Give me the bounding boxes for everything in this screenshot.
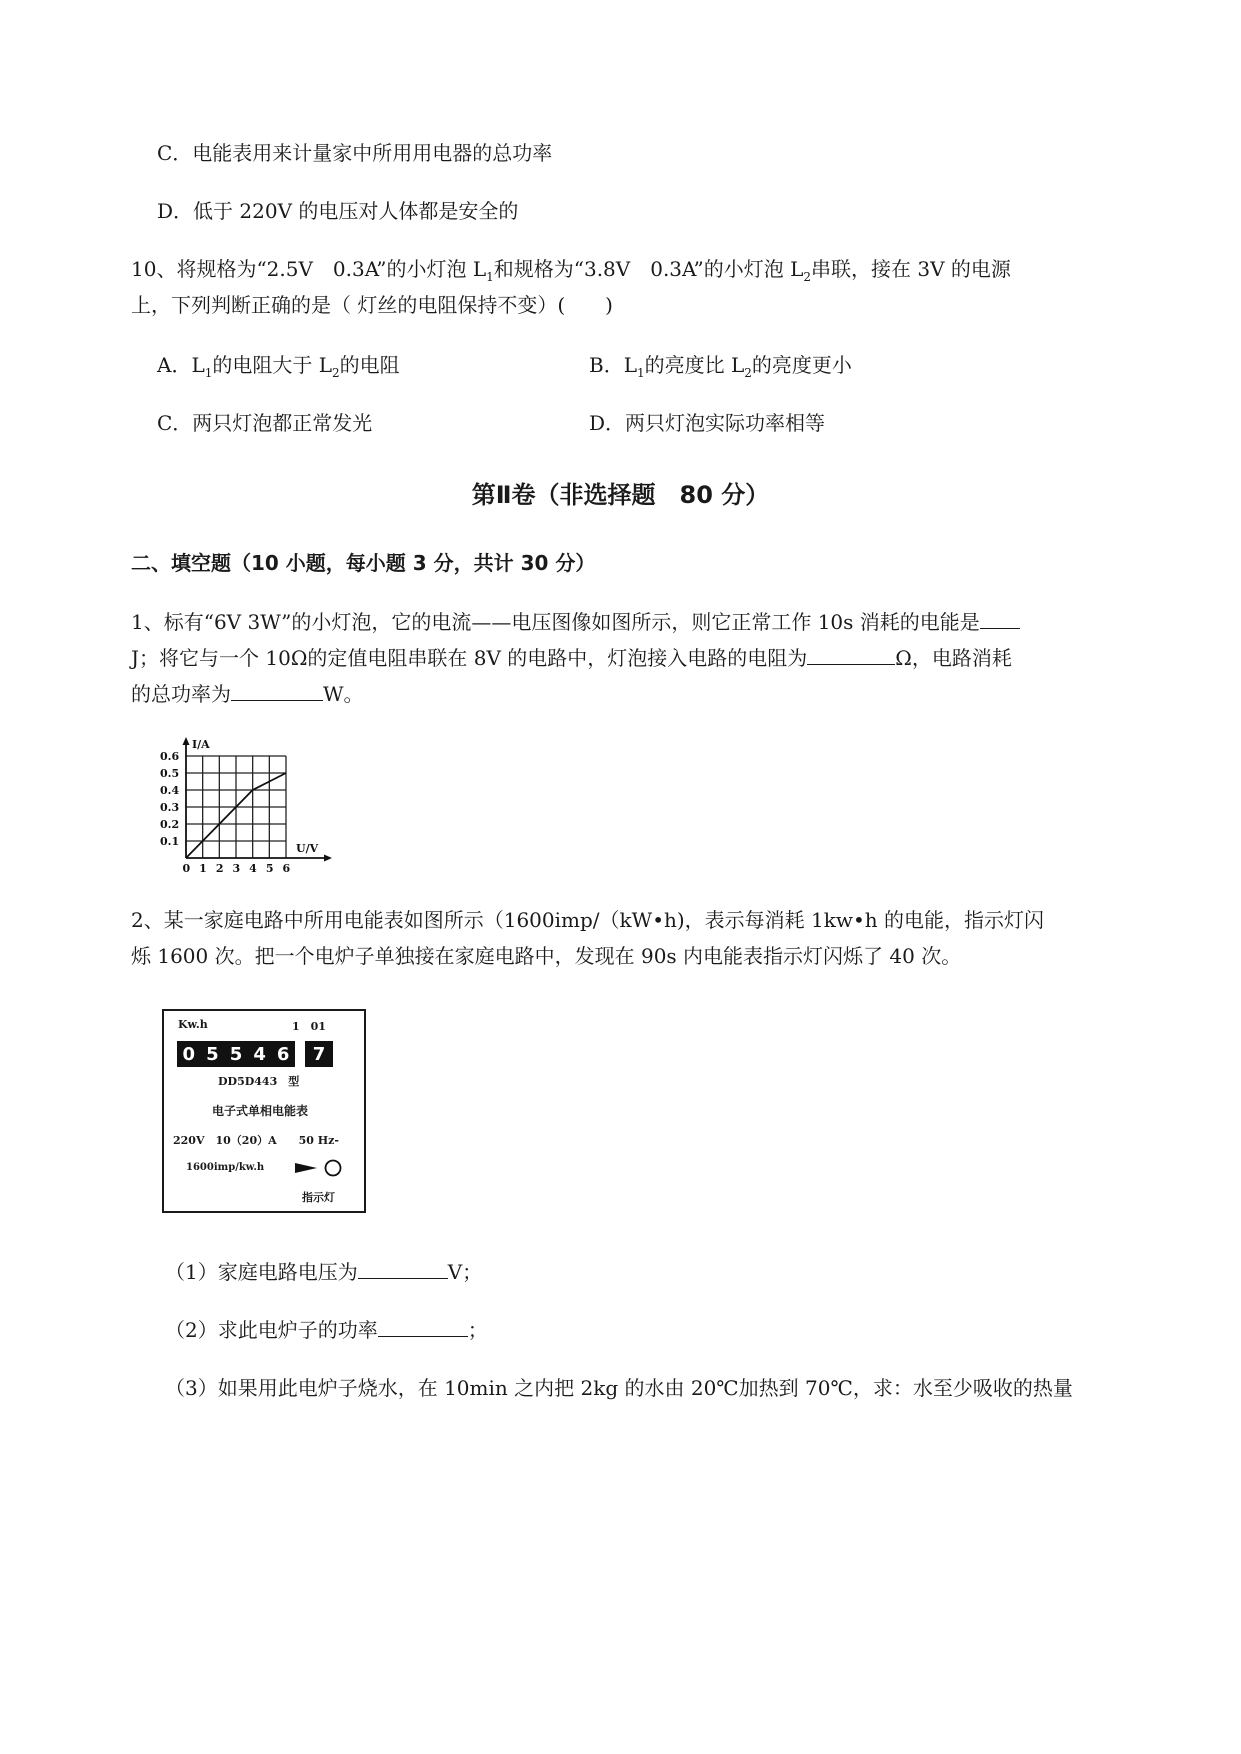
y-axis-label: I/A: [192, 738, 210, 751]
meter-digit: 5: [229, 1043, 243, 1065]
meter-counter-last: [305, 1041, 333, 1067]
x-axis-arrow-icon: [324, 855, 332, 862]
q10-opt-b-pre: B．L: [589, 353, 637, 377]
fq1-line3: [131, 680, 364, 708]
fq1-blank-power[interactable]: [231, 680, 323, 701]
q10-opt-a-sub1: 1: [204, 366, 213, 380]
meter-imp: 1600imp/kw.h: [186, 1162, 265, 1173]
q10-text-c: 串联，接在 3V 的电源: [811, 257, 1011, 281]
meter-digit: 4: [253, 1043, 266, 1065]
q9-option-c: C．电能表用来计量家中所用用电器的总功率: [157, 141, 553, 165]
q10-opt-b-mid: 的亮度比 L: [644, 353, 745, 377]
fq2-sub2: [165, 1316, 488, 1344]
fq1-text-3a: 的总功率为: [131, 682, 231, 706]
q10-option-a: [157, 351, 400, 379]
fq1-line2: [131, 644, 1012, 672]
energy-meter-figure: [162, 1009, 366, 1213]
q10-stem-line2: 上，下列判断正确的是（ 灯丝的电阻保持不变）( ): [131, 293, 613, 317]
meter-marks-label: 1 01: [292, 1020, 326, 1033]
fq1-text-2b: Ω，电路消耗: [895, 646, 1012, 670]
q10-sub-1: 1: [486, 270, 494, 284]
y-axis-arrow-icon: [183, 737, 190, 745]
x-tick-label: 0: [182, 862, 191, 875]
fq2-blank-voltage[interactable]: [358, 1258, 448, 1279]
y-tick-label: 0.1: [160, 835, 180, 848]
fq1-text-1: 1、标有“6V 3W”的小灯泡，它的电流——电压图像如图所示，则它正常工作 10s 消耗的电能是: [131, 610, 980, 634]
q10-opt-b-sub1: 1: [636, 366, 645, 380]
fq1-line1: [131, 608, 1020, 636]
y-tick-label: 0.4: [160, 784, 180, 797]
meter-counter-main: [177, 1041, 295, 1067]
y-tick-label: 0.5: [160, 767, 180, 780]
fq1-blank-resistance[interactable]: [807, 644, 895, 665]
x-tick-label: 6: [282, 862, 291, 875]
fq2-sub2-text: （2）求此电炉子的功率: [165, 1318, 378, 1342]
fq2-sub1-text: （1）家庭电路电压为: [165, 1260, 358, 1284]
meter-digit: 5: [206, 1043, 219, 1065]
y-tick-label: 0.2: [160, 818, 180, 831]
q10-opt-a-sub2: 2: [332, 366, 340, 380]
q10-opt-a-pre: A．L: [157, 353, 205, 377]
y-tick-label: 0.6: [160, 750, 180, 763]
q10-opt-b-sub2: 2: [744, 366, 752, 380]
meter-indicator-label: 指示灯: [302, 1191, 335, 1204]
q10-option-b: [589, 351, 852, 379]
q10-option-c: C．两只灯泡都正常发光: [157, 411, 373, 435]
meter-unit-label: Kw.h: [178, 1018, 208, 1031]
fq2-blank-power[interactable]: [378, 1316, 468, 1337]
q10-opt-b-post: 的亮度更小: [751, 353, 852, 377]
fq2-sub1-unit: V；: [447, 1260, 483, 1284]
fq2-line1: 2、某一家庭电路中所用电能表如图所示（1600imp/（kW•h)，表示每消耗 1kw•h 的电能，指示灯闪: [131, 908, 1045, 932]
fq2-sub3: （3）如果用此电炉子烧水，在 10min 之内把 2kg 的水由 20℃加热到 70℃，求：水至少吸收的热量: [165, 1376, 1073, 1400]
q10-option-d: D．两只灯泡实际功率相等: [589, 411, 826, 435]
iu-chart: [150, 735, 340, 885]
q9-option-d: D．低于 220V 的电压对人体都是安全的: [157, 199, 519, 223]
meter-model: DD5D443 型: [218, 1075, 300, 1088]
fq1-blank-energy[interactable]: [980, 608, 1020, 629]
meter-name: 电子式单相电能表: [212, 1104, 309, 1118]
fq2-line2: 烁 1600 次。把一个电炉子单独接在家庭电路中，发现在 90s 内电能表指示灯闪烁了 40 次。: [131, 944, 962, 968]
fq1-text-2a: J；将它与一个 10Ω的定值电阻串联在 8V 的电路中，灯泡接入电路的电阻为: [131, 646, 808, 670]
x-tick-label: 3: [232, 862, 241, 875]
q10-sub-2: 2: [803, 270, 812, 284]
x-tick-label: 5: [265, 862, 274, 875]
meter-specs: 220V 10（20）A 50 Hz-: [173, 1134, 339, 1147]
q10-opt-a-mid: 的电阻大于 L: [212, 353, 333, 377]
q10-text-a: 10、将规格为“2.5V 0.3A”的小灯泡 L: [131, 257, 487, 281]
meter-digit: 0: [182, 1043, 196, 1065]
indicator-arrow-icon: [295, 1158, 345, 1178]
x-tick-label: 4: [249, 862, 257, 875]
fq1-text-3b: W。: [323, 682, 364, 706]
fq2-sub1: [165, 1258, 482, 1286]
section-title: 第Ⅱ卷（非选择题 80 分）: [471, 481, 770, 509]
q10-opt-a-post: 的电阻: [339, 353, 400, 377]
x-tick-label: 1: [199, 862, 207, 875]
section-subtitle: 二、填空题（10 小题，每小题 3 分，共计 30 分）: [131, 551, 596, 575]
x-tick-label: 2: [215, 862, 224, 875]
q10-text-b: 和规格为“3.8V 0.3A”的小灯泡 L: [493, 257, 804, 281]
meter-digit: 6: [276, 1043, 290, 1065]
x-axis-label: U/V: [296, 842, 319, 855]
meter-last-digit: 7: [312, 1043, 326, 1065]
q10-stem-line1: [131, 255, 1011, 283]
fq2-sub2-end: ；: [467, 1318, 488, 1342]
y-tick-label: 0.3: [160, 801, 180, 814]
